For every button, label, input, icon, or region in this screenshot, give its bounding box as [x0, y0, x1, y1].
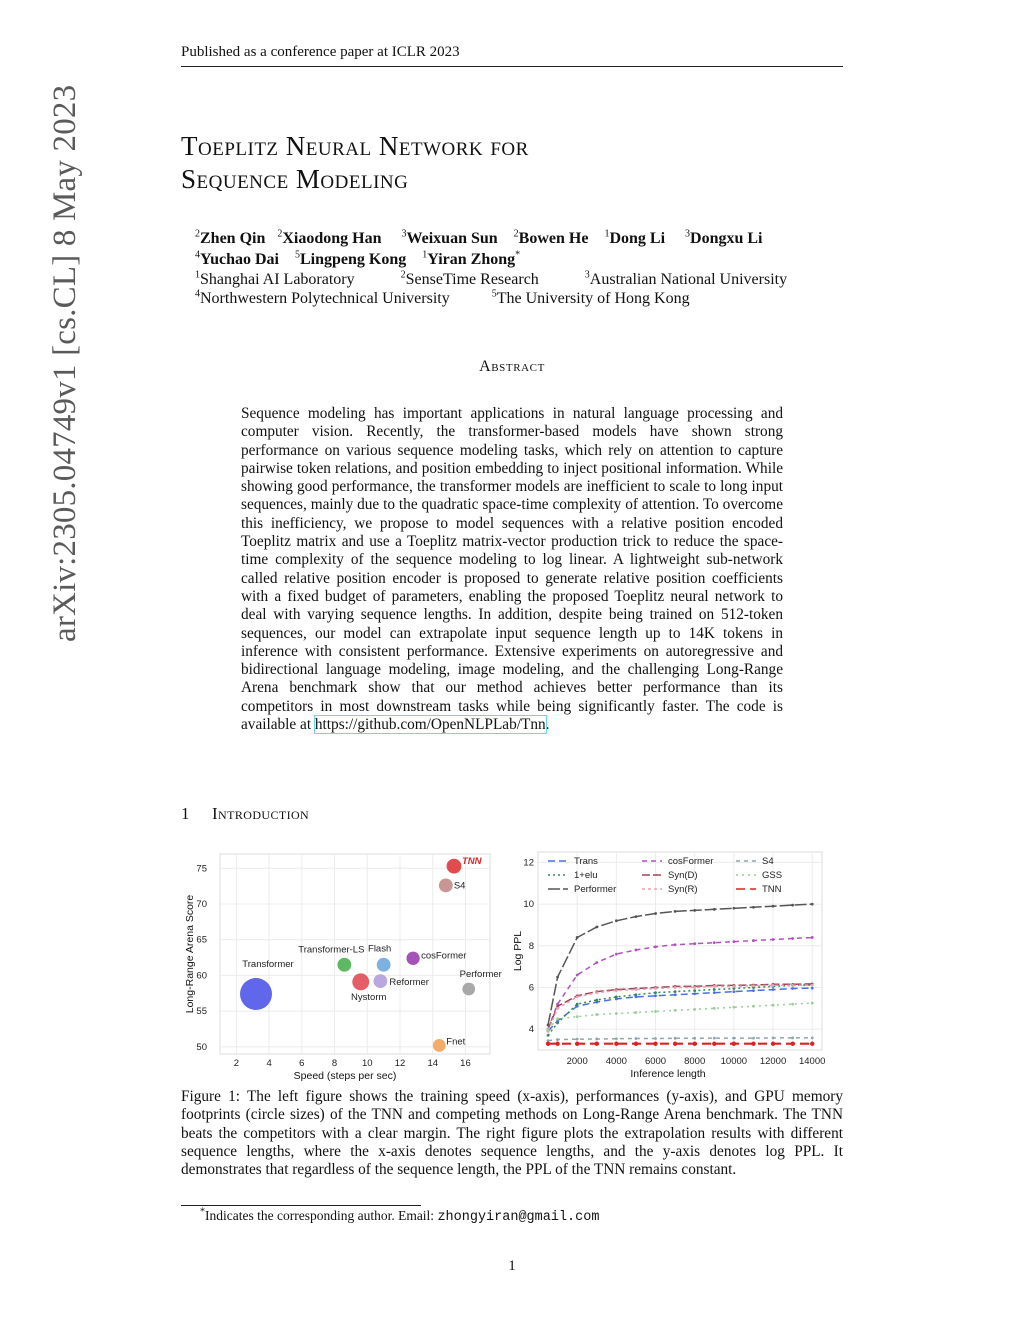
- point-label: TNN: [462, 856, 482, 868]
- y-axis-label: Log PPL: [512, 930, 524, 972]
- series-marker: [713, 908, 716, 911]
- code-link[interactable]: https://github.com/OpenNLPLab/Tnn: [314, 716, 546, 734]
- affiliations-line-2: [195, 290, 690, 308]
- series-marker: [654, 991, 657, 994]
- series-marker: [615, 953, 618, 956]
- arxiv-stamp: arXiv:2305.04749v1 [cs.CL] 8 May 2023: [47, 84, 83, 642]
- series-marker: [635, 1037, 638, 1040]
- legend-label: 1+elu: [574, 870, 598, 881]
- section-heading: [181, 804, 309, 824]
- series-marker: [811, 987, 814, 990]
- affiliations-line-1: [195, 271, 787, 289]
- series-marker: [635, 993, 638, 996]
- legend-label: Trans: [574, 856, 598, 867]
- point-flash: [377, 958, 391, 972]
- series-marker: [772, 988, 775, 991]
- series-marker: [576, 936, 579, 939]
- point-label: Transformer-LS: [298, 944, 365, 956]
- series-marker: [713, 988, 716, 991]
- legend-label: Syn(R): [668, 884, 698, 895]
- point-label: S4: [453, 880, 466, 892]
- series-marker: [791, 1037, 794, 1040]
- x-tick-label: 4000: [605, 1056, 627, 1067]
- y-tick-label: 75: [196, 863, 207, 875]
- legend-label: GSS: [762, 870, 783, 881]
- plot-area: [538, 852, 822, 1050]
- point-transformer-ls: [337, 958, 351, 972]
- series-marker: [654, 1037, 657, 1040]
- series-marker: [556, 1017, 559, 1020]
- series-marker: [791, 937, 794, 940]
- y-tick-label: 65: [196, 934, 207, 946]
- series-marker: [674, 943, 677, 946]
- series-marker: [772, 1004, 775, 1007]
- title-line-2: Sequence Modeling: [181, 164, 409, 194]
- series-marker: [713, 1007, 716, 1010]
- series-marker: [654, 912, 657, 915]
- series-marker: [772, 1037, 775, 1040]
- series-marker: [751, 1042, 755, 1046]
- series-marker: [576, 1038, 579, 1041]
- title-line-1: Toeplitz Neural Network for: [181, 131, 529, 161]
- affiliation: $^2$SenseTime Research: [400, 269, 539, 288]
- legend-label: S4: [762, 856, 774, 867]
- point-label: cosFormer: [421, 950, 467, 962]
- y-tick-label: 12: [523, 857, 534, 869]
- point-label: Transformer: [242, 959, 294, 970]
- author: $^2$Zhen Qin: [195, 228, 266, 247]
- series-marker: [791, 987, 794, 990]
- series-marker: [732, 990, 735, 993]
- series-marker: [810, 1042, 814, 1046]
- author: $^1$Dong Li: [604, 228, 666, 247]
- series-marker: [653, 1042, 657, 1046]
- series-marker: [556, 1022, 559, 1025]
- point-fnet: [433, 1039, 446, 1052]
- series-marker: [693, 1037, 696, 1040]
- page-number: 1: [508, 1258, 516, 1274]
- author: $^2$Xiaodong Han: [277, 228, 382, 247]
- y-tick-label: 50: [196, 1041, 207, 1053]
- series-marker: [811, 984, 814, 987]
- series-marker: [555, 1042, 559, 1046]
- header-rule: [181, 66, 843, 67]
- y-axis-label: Long-Range Arena Score: [184, 894, 196, 1014]
- affiliation: $^5$The University of Hong Kong: [491, 288, 690, 307]
- series-marker: [674, 910, 677, 913]
- author: $^3$Weixuan Sun: [401, 228, 498, 247]
- series-marker: [546, 1042, 550, 1046]
- figure-caption: Figure 1: The left figure shows the training speed (x-axis), performances (y-axis), and GPU memory footprints (circle sizes) of the TNN and competing methods on Long-Range Arena benchmark. The TNN beats the competitors with a clear margin. The right figure plots the extrapolation results with different sequence lengths, where the x-axis denotes sequence lengths, and the y-axis denotes log PPL. It demonstrates that regardless of the sequence length, the PPL of the TNN remains constant.: [181, 1088, 843, 1179]
- series-marker: [791, 984, 794, 987]
- series-marker: [752, 1037, 755, 1040]
- abstract-heading: Abstract: [479, 358, 545, 375]
- authors-line-1: [195, 230, 762, 248]
- y-tick-label: 55: [196, 1006, 207, 1018]
- series-marker: [752, 984, 755, 987]
- running-header: Published as a conference paper at ICLR 2023: [181, 44, 460, 60]
- series-marker: [693, 989, 696, 992]
- series-marker: [576, 974, 579, 977]
- series-marker: [576, 1003, 579, 1006]
- x-tick-label: 14: [427, 1058, 439, 1069]
- series-marker: [615, 989, 618, 992]
- point-label: Performer: [459, 969, 502, 980]
- x-tick-label: 12000: [759, 1056, 787, 1067]
- x-tick-label: 8000: [684, 1056, 706, 1067]
- y-tick-label: 8: [528, 940, 534, 952]
- series-marker: [693, 986, 696, 989]
- series-marker: [674, 1009, 677, 1012]
- series-marker: [752, 1005, 755, 1008]
- series-marker: [693, 1008, 696, 1011]
- legend-label: Performer: [574, 884, 617, 895]
- x-tick-label: 2000: [566, 1056, 588, 1067]
- series-marker: [713, 941, 716, 944]
- series-marker: [615, 995, 618, 998]
- point-cosformer: [406, 952, 419, 965]
- affiliation: $^1$Shanghai AI Laboratory: [195, 269, 355, 288]
- legend-label: Syn(D): [668, 870, 698, 881]
- x-axis-label: Speed (steps per sec): [293, 1070, 397, 1082]
- series-marker: [635, 949, 638, 952]
- series-marker: [674, 1037, 677, 1040]
- x-tick-label: 14000: [798, 1056, 826, 1067]
- point-tnn: [447, 859, 462, 874]
- series-marker: [732, 1042, 736, 1046]
- point-label: Reformer: [389, 977, 429, 989]
- series-marker: [811, 936, 814, 939]
- series-marker: [693, 942, 696, 945]
- paper-title: [181, 130, 529, 196]
- series-marker: [811, 1037, 814, 1040]
- series-marker: [674, 986, 677, 989]
- y-tick-label: 6: [528, 982, 534, 994]
- legend-label: TNN: [762, 884, 782, 895]
- footnote-email: zhongyiran@gmail.com: [437, 1210, 600, 1225]
- author: $^1$Yiran Zhong*: [422, 249, 521, 268]
- y-tick-label: 60: [196, 970, 207, 982]
- extrapolation-line-chart: [508, 848, 844, 1082]
- x-tick-label: 6000: [644, 1056, 667, 1067]
- series-marker: [673, 1042, 677, 1046]
- point-performer: [462, 983, 475, 996]
- series-marker: [635, 1011, 638, 1014]
- series-marker: [595, 1013, 598, 1016]
- footnote-mark: *: [200, 1206, 205, 1218]
- author: $^2$Bowen He: [513, 228, 589, 247]
- x-tick-label: 2: [233, 1058, 240, 1069]
- series-marker: [790, 1042, 794, 1046]
- point-label: Flash: [368, 943, 392, 955]
- series-marker: [575, 1042, 579, 1046]
- author: $^4$Yuchao Dai: [195, 249, 279, 268]
- series-marker: [635, 915, 638, 918]
- series-marker: [713, 991, 716, 994]
- abstract-text: Sequence modeling has important applications in natural language processing and computer vision. Recently, the transformer-based models have shown strong performance on various sequence modeling tasks, which rely on attention to capture pairwise token relations, and position embedding to inject positional information. While showing good performance, the transformer models are inefficient to scale to long input sequences, mainly due to the quadratic space-time complexity of attention. To overcome this inefficiency, we propose to model sequences with a relative position encoded Toeplitz matrix and use a Toeplitz matrix-vector production trick to reduce the space-time complexity of the sequence modeling to log linear. A lightweight sub-network called relative position encoder is proposed to generate relative position coefficients with a fixed budget of parameters, enabling the proposed Toeplitz neural network to deal with varying sequence lengths. In addition, despite being trained on 512-token sequences, our model can extrapolate input sequence length up to 14K tokens in inference with consistent performance. Extensive experiments on autoregressive and bidirectional language modeling, image modeling, and the challenging Long-Range Arena benchmark show that our method achieves better performance than its competitors in most downstream tasks while being significantly faster. The code is available at: [241, 405, 783, 734]
- series-marker: [654, 1010, 657, 1013]
- series-marker: [752, 989, 755, 992]
- affiliation: $^4$Northwestern Polytechnical University: [195, 288, 450, 307]
- x-tick-label: 10000: [720, 1056, 748, 1067]
- series-marker: [615, 919, 618, 922]
- series-marker: [791, 1003, 794, 1006]
- series-marker: [595, 1038, 598, 1041]
- series-marker: [693, 909, 696, 912]
- x-tick-label: 6: [299, 1058, 305, 1069]
- series-marker: [556, 1007, 559, 1010]
- series-marker: [615, 1012, 618, 1015]
- series-marker: [791, 904, 794, 907]
- series-marker: [576, 1015, 579, 1018]
- point-transformer: [240, 978, 272, 1010]
- series-marker: [547, 1034, 550, 1037]
- footnote-rule: [181, 1205, 421, 1206]
- series-marker: [654, 945, 657, 948]
- abstract-body: Sequence modeling has important applications in natural language processing and computer vision. Recently, the transformer-based models have shown strong performance on various sequence modeling tasks, which rely on attention to capture pairwise token relations, and position embedding to inject positional information. While showing good performance, the transformer models are inefficient to scale to long input sequences, mainly due to the quadratic space-time complexity of attention. To overcome this inefficiency, we propose to model sequences with a relative position encoded Toeplitz matrix and use a Toeplitz matrix-vector production trick to reduce the space-time complexity of the sequence modeling to log linear. A lightweight sub-network called relative position encoder is proposed to generate relative position coefficients with a fixed budget of parameters, enabling the proposed Toeplitz neural network to deal with varying sequence lengths. In addition, despite being trained on 512-token sequences, our model can extrapolate input sequence length up to 14K tokens in inference with consistent performance. Extensive experiments on autoregressive and bidirectional language modeling, image modeling, and the challenging Long-Range Arena benchmark show that our method achieves better performance than its competitors in most downstream tasks while being significantly faster. The code is available at https://github.com/OpenNLPLab/Tnn.: [241, 405, 783, 734]
- series-marker: [772, 905, 775, 908]
- x-axis-label: Inference length: [630, 1068, 706, 1080]
- series-marker: [752, 906, 755, 909]
- series-marker: [692, 1042, 696, 1046]
- series-marker: [732, 907, 735, 910]
- series-marker: [674, 993, 677, 996]
- series-marker: [635, 988, 638, 991]
- series-marker: [595, 991, 598, 994]
- x-tick-label: 10: [361, 1058, 373, 1069]
- series-marker: [595, 999, 598, 1002]
- x-tick-label: 16: [460, 1058, 471, 1069]
- legend-label: cosFormer: [668, 856, 714, 867]
- point-nystorm: [352, 973, 369, 990]
- series-marker: [732, 1037, 735, 1040]
- series-marker: [811, 903, 814, 906]
- point-label: Nystorm: [351, 991, 387, 1003]
- series-marker: [732, 985, 735, 988]
- y-tick-label: 70: [196, 899, 207, 910]
- x-tick-label: 12: [394, 1058, 406, 1069]
- y-tick-label: 10: [523, 899, 534, 911]
- series-marker: [772, 984, 775, 987]
- series-marker: [674, 990, 677, 993]
- series-marker: [595, 1042, 599, 1046]
- section-title: Introduction: [212, 804, 310, 823]
- series-marker: [556, 976, 559, 979]
- series-marker: [595, 961, 598, 964]
- series-marker: [595, 926, 598, 929]
- series-marker: [811, 1002, 814, 1005]
- series-marker: [732, 1006, 735, 1009]
- point-s4: [439, 879, 453, 893]
- x-tick-label: 4: [266, 1058, 272, 1069]
- y-tick-label: 4: [528, 1024, 534, 1036]
- author: $^3$Dongxu Li: [685, 228, 763, 247]
- series-marker: [615, 1037, 618, 1040]
- series-marker: [654, 987, 657, 990]
- series-marker: [732, 940, 735, 943]
- series-marker: [772, 938, 775, 941]
- point-reformer: [373, 974, 387, 988]
- series-marker: [634, 1042, 638, 1046]
- author: $^5$Lingpeng Kong: [294, 249, 407, 268]
- series-marker: [654, 994, 657, 997]
- series-marker: [771, 1042, 775, 1046]
- series-marker: [614, 1042, 618, 1046]
- series-marker: [693, 992, 696, 995]
- series-marker: [713, 985, 716, 988]
- point-label: Fnet: [446, 1036, 466, 1048]
- series-marker: [547, 1028, 550, 1031]
- footnote: [200, 1208, 599, 1225]
- series-marker: [576, 995, 579, 998]
- section-number: 1: [181, 804, 190, 823]
- series-marker: [713, 1037, 716, 1040]
- x-tick-label: 8: [331, 1058, 338, 1069]
- authors-line-2: [195, 251, 520, 269]
- lra-scatter-chart: [180, 848, 502, 1082]
- series-marker: [712, 1042, 716, 1046]
- series-marker: [752, 939, 755, 942]
- affiliation: $^3$Australian National University: [584, 269, 788, 288]
- series-marker: [556, 1038, 559, 1041]
- footnote-text: Indicates the corresponding author. Email:: [205, 1208, 435, 1223]
